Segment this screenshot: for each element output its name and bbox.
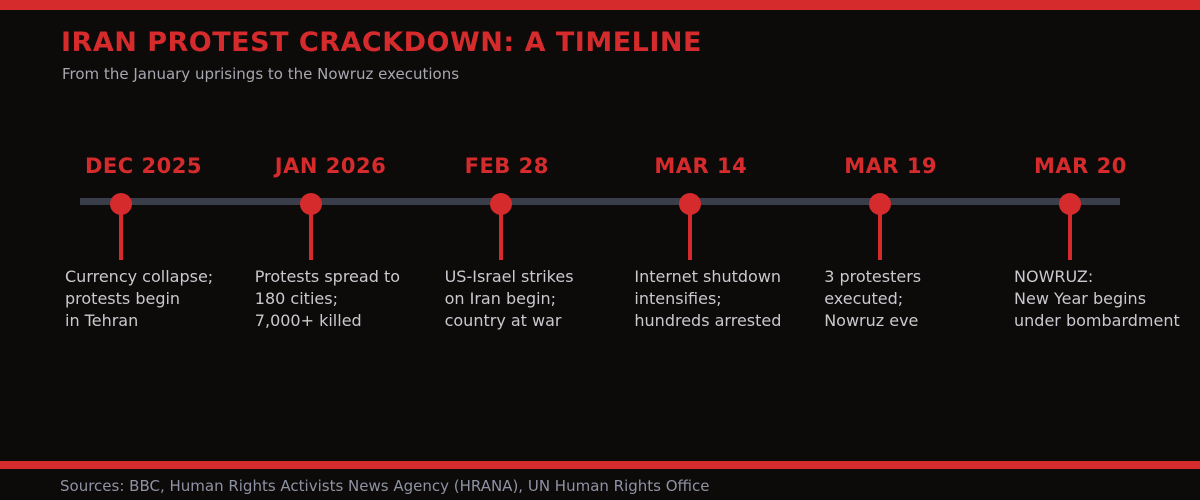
event-description-line: hundreds arrested <box>634 311 782 330</box>
event-date: JAN 2026 <box>274 154 387 178</box>
event-description-line: Nowruz eve <box>824 311 919 330</box>
event-description <box>445 266 574 332</box>
event-description-line: New Year begins <box>1014 289 1147 308</box>
event-date: FEB 28 <box>464 154 549 178</box>
event-date: MAR 20 <box>1034 154 1127 178</box>
event-date: DEC 2025 <box>85 154 202 178</box>
timeline-event <box>445 0 640 500</box>
event-date: MAR 19 <box>844 154 938 178</box>
event-description-line: Protests spread to <box>254 267 400 286</box>
event-description <box>824 266 921 332</box>
event-description-line: 3 protesters <box>824 267 922 286</box>
timeline-event <box>1014 0 1200 500</box>
event-description-line: Internet shutdown <box>634 267 782 286</box>
event-description-line: under bombardment <box>1014 311 1180 330</box>
event-description-line: protests begin <box>65 289 181 308</box>
event-description-line: executed; <box>824 289 904 308</box>
event-description-line: Currency collapse; <box>65 267 214 286</box>
event-marker-dot <box>869 193 891 215</box>
event-description-line: country at war <box>444 311 562 330</box>
event-date: MAR 14 <box>654 154 748 178</box>
event-description <box>255 266 400 332</box>
event-description-line: 7,000+ killed <box>254 311 362 330</box>
event-marker-dot <box>490 193 512 215</box>
page-title: IRAN PROTEST CRACKDOWN: A TIMELINE <box>61 27 702 58</box>
timeline-event <box>634 0 829 500</box>
event-marker-dot <box>110 193 132 215</box>
event-marker-dot <box>679 193 701 215</box>
bottom-accent-bar <box>0 461 1200 469</box>
event-description <box>1014 266 1180 332</box>
event-description-line: NOWRUZ: <box>1014 267 1094 286</box>
event-description-line: US-Israel strikes <box>444 267 574 286</box>
event-marker-dot <box>300 193 322 215</box>
timeline-event <box>824 0 1019 500</box>
event-description <box>634 266 781 332</box>
sources-footer: Sources: BBC, Human Rights Activists News Agency (HRANA), UN Human Rights Office <box>60 477 710 495</box>
timeline-event <box>65 0 260 500</box>
event-description-line: in Tehran <box>65 311 139 330</box>
event-marker-dot <box>1059 193 1081 215</box>
event-description-line: on Iran begin; <box>444 289 557 308</box>
event-description-line: 180 cities; <box>254 289 338 308</box>
event-description-line: intensifies; <box>634 289 722 308</box>
page-subtitle: From the January uprisings to the Nowruz executions <box>62 65 460 83</box>
timeline-event <box>255 0 450 500</box>
event-description <box>65 266 213 332</box>
